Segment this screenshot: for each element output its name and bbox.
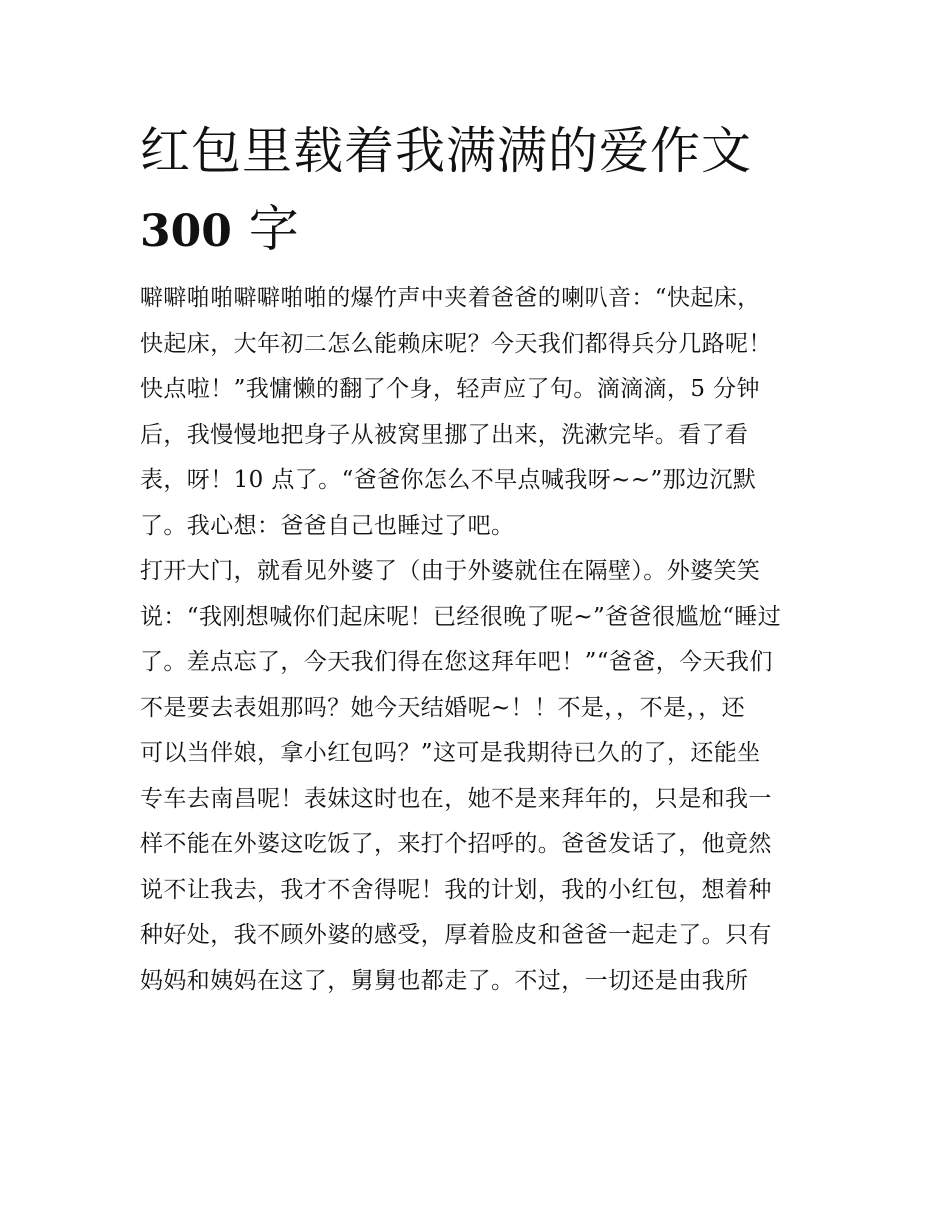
- text-line: 可以当伴娘，拿小红包吗？”这可是我期待已久的了，还能坐: [140, 740, 761, 766]
- text-line: 不是要去表姐那吗？她今天结婚呢~！！不是，，不是，，还: [140, 694, 746, 721]
- text-line: 了。我心想：爸爸自己也睡过了吧。: [140, 512, 515, 539]
- text-line: 种好处，我不顾外婆的感受，厚着脸皮和爸爸一起走了。只有: [140, 922, 772, 948]
- text-line: 后，我慢慢地把身子从被窝里挪了出来，洗漱完毕。看了看: [140, 421, 749, 448]
- text-line: 了。差点忘了，今天我们得在您这拜年吧！”“爸爸，今天我们: [140, 649, 773, 675]
- text-line: 噼噼啪啪噼噼啪啪的爆竹声中夹着爸爸的喇叭音：“快起床，: [140, 285, 761, 311]
- essay-body: [140, 276, 820, 1004]
- text-line: 样不能在外婆这吃饭了，来打个招呼的。爸爸发话了，他竟然: [140, 831, 772, 857]
- title-line-1: 红包里载着我满满的爱作文: [140, 122, 752, 180]
- title-line-2: [140, 190, 840, 271]
- page-title: [140, 112, 840, 271]
- text-line: 表，呀！10 点了。“爸爸你怎么不早点喊我呀~~”那边沉默: [140, 467, 757, 493]
- title-number: 300: [140, 206, 232, 257]
- text-line: 快起床，大年初二怎么能赖床呢？今天我们都得兵分几路呢！: [140, 330, 772, 357]
- text-line: 专车去南昌呢！表妹这时也在，她不是来拜年的，只是和我一: [140, 785, 772, 812]
- text-line: 说不让我去，我才不舍得呢！我的计划，我的小红包，想着种: [140, 876, 772, 903]
- title-suffix: 字: [231, 200, 300, 258]
- paragraph-1: [140, 276, 820, 549]
- text-line: 说：“我刚想喊你们起床呢！已经很晚了呢~”爸爸很尴尬“睡过: [140, 603, 782, 630]
- text-line: 妈妈和姨妈在这了，舅舅也都走了。不过，一切还是由我所: [140, 967, 749, 994]
- text-line: 快点啦！”我慵懒的翻了个身，轻声应了句。滴滴滴，5 分钟: [140, 376, 760, 402]
- text-line: 打开大门，就看见外婆了（由于外婆就住在隔壁）。外婆笑笑: [140, 558, 761, 584]
- paragraph-2: [140, 549, 820, 1004]
